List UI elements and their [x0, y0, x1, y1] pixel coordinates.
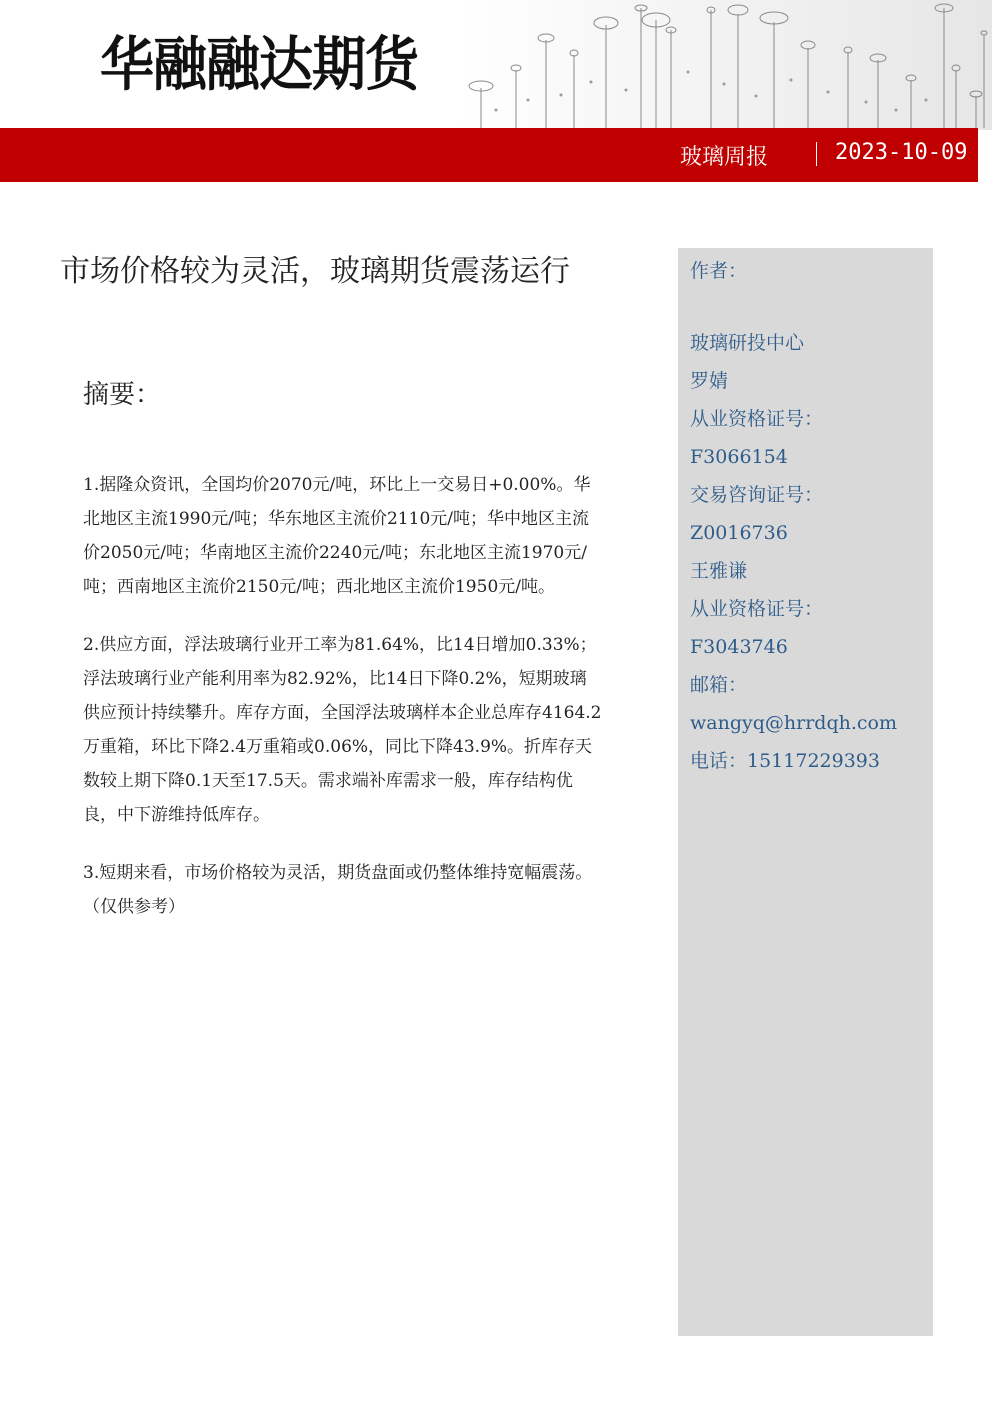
email-address[interactable]: wangyq@hrrdqh.com [690, 712, 897, 734]
qualification-label-1: 从业资格证号： [690, 408, 824, 430]
abstract-heading: 摘要： [83, 380, 162, 410]
research-center: 玻璃研投中心 [690, 332, 805, 354]
abstract-body [83, 468, 603, 948]
report-title: 市场价格较为灵活，玻璃期货震荡运行 [60, 254, 570, 289]
email-label: 邮箱： [690, 674, 748, 696]
qualification-number-1: F3066154 [690, 446, 788, 468]
dandelion-graphic [456, 0, 992, 130]
consulting-label: 交易咨询证号： [690, 484, 824, 506]
abstract-paragraph-3: 3.短期来看，市场价格较为灵活，期货盘面或仍整体维持宽幅震荡。（仅供参考） [83, 863, 593, 917]
qualification-number-2: F3043746 [690, 636, 788, 658]
author-name-2: 王雅谦 [690, 560, 748, 582]
author-name-1: 罗婧 [690, 370, 729, 392]
abstract-paragraph-1: 1.据隆众资讯，全国均价2070元/吨，环比上一交易日+0.00%。华北地区主流1990元/吨；华东地区主流价2110元/吨；华中地区主流价2050元/吨；华南地区主流价2240元/吨；东北地区主流1970元/吨；西南地区主流价2150元/吨；西北地区主流价1950元/吨。 [83, 475, 591, 597]
report-date: 2023-10-09 [835, 140, 968, 165]
qualification-label-2: 从业资格证号： [690, 598, 824, 620]
header-decoration [456, 0, 992, 130]
author-info [690, 324, 930, 780]
phone-number: 电话：15117229393 [690, 750, 880, 772]
report-type: 玻璃周报 [680, 145, 769, 170]
consulting-number: Z0016736 [690, 522, 788, 544]
header-divider [816, 142, 817, 166]
abstract-paragraph-2: 2.供应方面，浮法玻璃行业开工率为81.64%，比14日增加0.33%；浮法玻璃行业产能利用率为82.92%，比14日下降0.2%，短期玻璃供应预计持续攀升。库存方面，全国浮法玻璃样本企业总库存4164.2万重箱，环比下降2.4万重箱或0.06%，同比下降43.9%。折库存天数较上期下降0.1天至17.5天。需求端补库需求一般，库存结构优良，中下游维持低库存。 [83, 635, 602, 825]
author-heading: 作者： [690, 260, 748, 282]
company-logo: 华融融达期货 [100, 30, 418, 99]
header-bar [0, 128, 978, 182]
author-sidebar [678, 248, 933, 1336]
